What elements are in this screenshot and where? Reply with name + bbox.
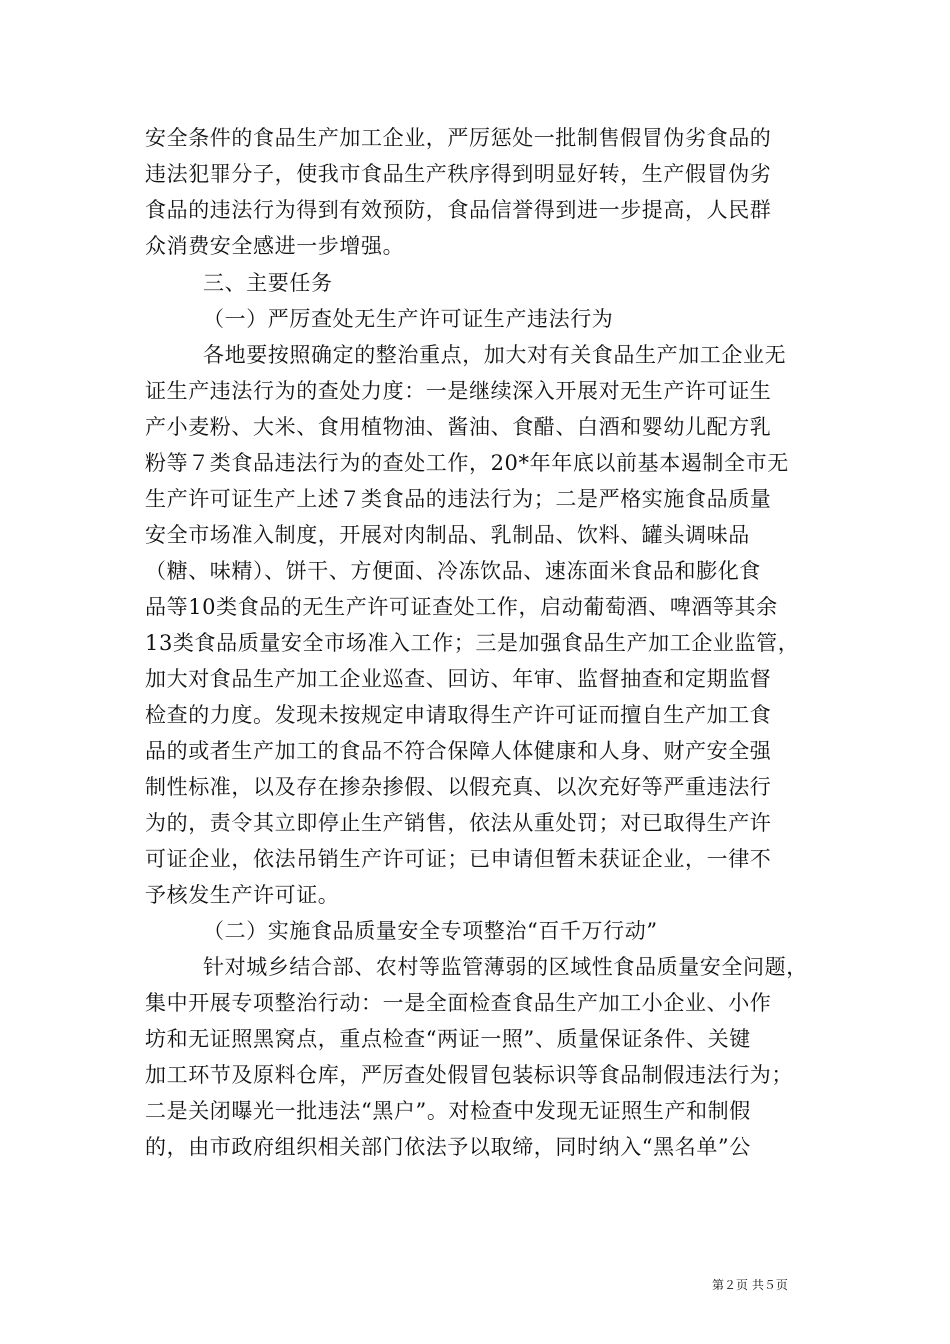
- body-text-line: 品等10类食品的无生产许可证查处工作，启动葡萄酒、啤酒等其余: [145, 595, 778, 619]
- body-text-line: 众消费安全感进一步增强。: [145, 234, 405, 258]
- body-text-line: 13类食品质量安全市场准入工作；三是加强食品生产加工企业监管，: [145, 631, 800, 655]
- body-text-line: 安全市场准入制度，开展对肉制品、乳制品、饮料、罐头调味品: [145, 523, 750, 547]
- page-number: 第２页 共５页: [712, 1278, 788, 1292]
- body-text-line: 各地要按照确定的整治重点，加大对有关食品生产加工企业无: [203, 343, 787, 367]
- body-text-line: 二是关闭曝光一批违法“黑户”。对检查中发现无证照生产和制假: [145, 1099, 751, 1123]
- body-text-line: 为的，责令其立即停止生产销售，依法从重处罚；对已取得生产许: [145, 811, 772, 835]
- body-text-line: 可证企业，依法吊销生产许可证；已申请但暂未获证企业，一律不: [145, 847, 772, 871]
- body-text-line: 集中开展专项整治行动：一是全面检查食品生产加工小企业、小作: [145, 991, 772, 1015]
- body-text-line: 产小麦粉、大米、食用植物油、酱油、食醋、白酒和婴幼儿配方乳: [145, 415, 772, 439]
- body-text-line: 针对城乡结合部、农村等监管薄弱的区域性食品质量安全问题，: [203, 955, 808, 979]
- body-text-line: （糖、味精）、饼干、方便面、冷冻饮品、速冻面米食品和膨化食: [145, 559, 761, 583]
- body-text-line: 违法犯罪分子，使我市食品生产秩序得到明显好转，生产假冒伪劣: [145, 162, 772, 186]
- body-text-line: 安全条件的食品生产加工企业，严厉惩处一批制售假冒伪劣食品的: [145, 126, 772, 150]
- body-text-line: 制性标准，以及存在掺杂掺假、以假充真、以次充好等严重违法行: [145, 775, 772, 799]
- body-text-line: 的，由市政府组织相关部门依法予以取缔，同时纳入“黑名单”公: [145, 1135, 751, 1159]
- subsection-heading: （二）实施食品质量安全专项整治“百千万行动”: [203, 919, 658, 943]
- body-text-line: 品的或者生产加工的食品不符合保障人体健康和人身、财产安全强: [145, 739, 772, 763]
- body-text-line: 食品的违法行为得到有效预防，食品信誉得到进一步提高，人民群: [145, 198, 772, 222]
- body-text-line: 加工环节及原料仓库，严厉查处假冒包装标识等食品制假违法行为；: [145, 1063, 793, 1087]
- body-text-line: 证生产违法行为的查处力度：一是继续深入开展对无生产许可证生: [145, 379, 772, 403]
- body-text-line: 生产许可证生产上述７类食品的违法行为；二是严格实施食品质量: [145, 487, 772, 511]
- body-text-line: 粉等７类食品违法行为的查处工作，20*年年底以前基本遏制全市无: [145, 451, 789, 475]
- body-text-line: 检查的力度。发现未按规定申请取得生产许可证而擅自生产加工食: [145, 703, 772, 727]
- body-text-line: 加大对食品生产加工企业巡查、回访、年审、监督抽查和定期监督: [145, 667, 772, 691]
- body-text-line: 坊和无证照黑窝点，重点检查“两证一照”、质量保证条件、关键: [145, 1027, 751, 1051]
- body-text-line: 予核发生产许可证。: [145, 883, 340, 907]
- section-heading: 三、主要任务: [203, 271, 333, 295]
- subsection-heading: （一）严厉查处无生产许可证生产违法行为: [203, 307, 614, 331]
